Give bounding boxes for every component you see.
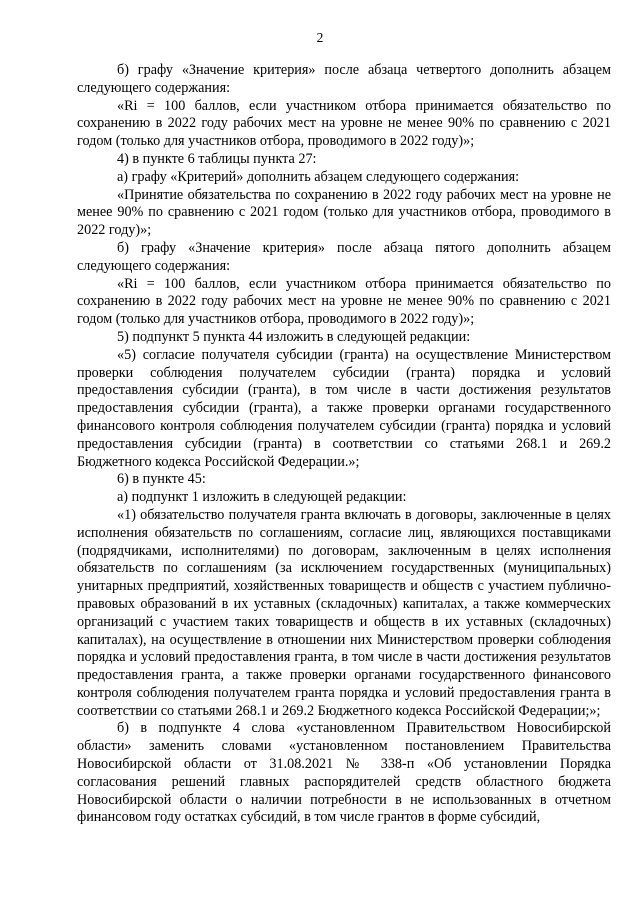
paragraph: а) подпункт 1 изложить в следующей редакции: [117,489,407,506]
paragraph: «1) обязательство получателя гранта включать в договоры, заключенные в целях исполнения обязательств по соглашениям, согласие лиц, являющихся поставщиками (подрядчиками, исполнителями) по договорам, заключенным в целях исполнения обязательств по соглашениям (за исключением государственных (муниципальных) унитарных предприятий, хозяйственных товариществ и обществ с участием публично-правовых образований в их уставных (складочных) капиталах, а также коммерческих организаций с участием таких товариществ и обществ в их уставных (складочных) капиталах), на осуществление в отношении них Министерством проверки соблюдения порядка и условий предоставления гранта, в том числе в части достижения результатов предоставления гранта, а также проверки органами государственного финансового контроля соблюдения получателем гранта порядка и условий предоставления гранта в соответствии со статьями 268.1 и 269.2 Бюджетного кодекса Российской Федерации;»; [77,506,611,719]
paragraph: 6) в пункте 45: [117,471,206,488]
document-body [77,62,611,827]
paragraph: а) графу «Критерий» дополнить абзацем следующего содержания: [117,168,520,185]
page-number: 2 [316,30,324,45]
paragraph: «5) согласие получателя субсидии (гранта) на осуществление Министерством проверки соблюдения получателем субсидии (гранта) порядка и условий предоставления субсидии (гранта), в том числе в части достижения результатов предоставления субсидии (гранта), а также проверки органами государственного финансового контроля соблюдения получателем субсидии (гранта) порядка и условий предоставления субсидии (гранта) в соответствии со статьями 268.1 и 269.2 Бюджетного кодекса Российской Федерации.»; [77,346,611,470]
paragraph: б) графу «Значение критерия» после абзаца пятого дополнить абзацем следующего содержания: [77,239,611,274]
paragraph: 4) в пункте 6 таблицы пункта 27: [117,150,317,167]
paragraph: «Принятие обязательства по сохранению в 2022 году рабочих мест на уровне не менее 90% по сравнению с 2021 годом (только для участников отбора, проводимого в 2022 году)»; [77,186,611,239]
paragraph: б) в подпункте 4 слова «установленном Правительством Новосибирской области» заменить словами «установленном постановлением Правительства Новосибирской области от 31.08.2021 № 338-п «Об установлении Порядка согласования решений главных распорядителей средств областного бюджета Новосибирской области о наличии потребности в не использованных в отчетном финансовом году остатках субсидий, в том числе грантов в форме субсидий, [77,720,611,826]
paragraph: б) графу «Значение критерия» после абзаца четвертого дополнить абзацем следующего содержания: [77,62,611,96]
paragraph: 5) подпункт 5 пункта 44 изложить в следующей редакции: [117,328,471,345]
paragraph: «Ri = 100 баллов, если участником отбора принимается обязательство по сохранению в 2022 году рабочих мест на уровне не менее 90% по сравнению с 2021 годом (только для участников отбора, проводимого в 2022 году)»; [77,275,611,328]
paragraph: «Ri = 100 баллов, если участником отбора принимается обязательство по сохранению в 2022 году рабочих мест на уровне не менее 90% по сравнению с 2021 годом (только для участников отбора, проводимого в 2022 году)»; [77,97,611,150]
